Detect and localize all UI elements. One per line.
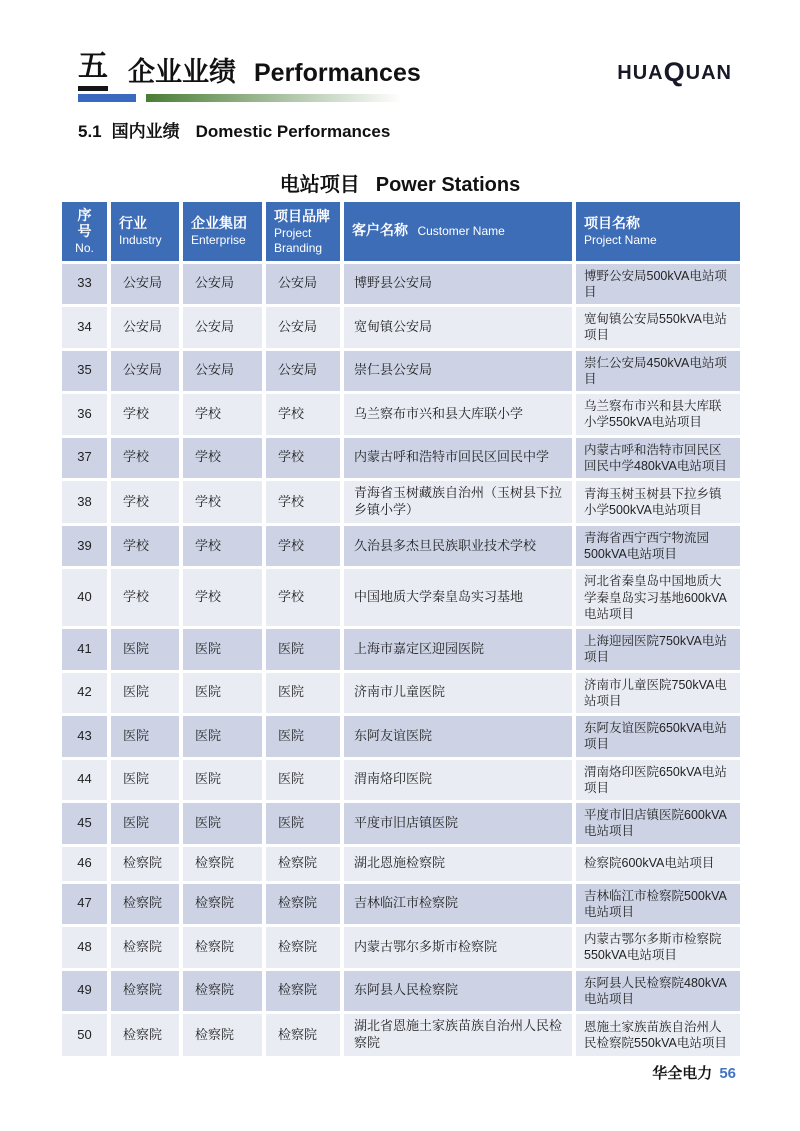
header-label-en: Project Branding <box>274 226 323 255</box>
subsection-title-cn: 国内业绩 <box>111 122 180 141</box>
cell-customer: 内蒙古呼和浩特市回民区回民中学 <box>344 438 572 479</box>
cell-project: 崇仁公安局450kVA电站项目 <box>576 351 740 392</box>
table-row <box>62 803 740 844</box>
cell-no: 50 <box>62 1014 107 1056</box>
cell-industry: 检察院 <box>111 927 179 968</box>
cell-branding: 医院 <box>266 629 340 670</box>
table-row <box>62 629 740 670</box>
cell-enterprise: 医院 <box>183 716 262 757</box>
cell-project: 东阿友谊医院650kVA电站项目 <box>576 716 740 757</box>
cell-industry: 检察院 <box>111 884 179 925</box>
cell-project: 青海省西宁西宁物流园500kVA电站项目 <box>576 526 740 567</box>
header-label-cn: 序号 <box>77 207 92 240</box>
cell-customer: 中国地质大学秦皇岛实习基地 <box>344 569 572 626</box>
table-row <box>62 481 740 523</box>
cell-project: 河北省秦皇岛中国地质大学秦皇岛实习基地600kVA电站项目 <box>576 569 740 626</box>
cell-customer: 平度市旧店镇医院 <box>344 803 572 844</box>
cell-industry: 医院 <box>111 673 179 714</box>
cell-no: 46 <box>62 847 107 881</box>
cell-project: 内蒙古鄂尔多斯市检察院550kVA电站项目 <box>576 927 740 968</box>
cell-industry: 公安局 <box>111 351 179 392</box>
title-underline-bars <box>78 94 402 102</box>
cell-customer: 博野县公安局 <box>344 264 572 305</box>
cell-enterprise: 检察院 <box>183 847 262 881</box>
cell-industry: 医院 <box>111 629 179 670</box>
section-title-cn: 企业业绩 <box>128 57 236 87</box>
cell-customer: 吉林临江市检察院 <box>344 884 572 925</box>
section-number: 五 <box>78 52 108 91</box>
cell-no: 42 <box>62 673 107 714</box>
cell-branding: 检察院 <box>266 927 340 968</box>
table-body <box>62 264 740 1056</box>
table-title <box>0 168 800 197</box>
cell-project: 恩施土家族苗族自治州人民检察院550kVA电站项目 <box>576 1014 740 1056</box>
cell-no: 33 <box>62 264 107 305</box>
table-row <box>62 264 740 305</box>
table-row <box>62 716 740 757</box>
cell-enterprise: 学校 <box>183 526 262 567</box>
header-label-cn: 项目名称 <box>584 214 640 231</box>
table-row <box>62 438 740 479</box>
table-title-cn: 电站项目 <box>279 174 360 196</box>
cell-customer: 上海市嘉定区迎园医院 <box>344 629 572 670</box>
column-header-no <box>62 202 107 261</box>
cell-industry: 学校 <box>111 394 179 435</box>
column-header-project <box>576 202 740 261</box>
cell-project: 宽甸镇公安局550kVA电站项目 <box>576 307 740 348</box>
cell-no: 37 <box>62 438 107 479</box>
table-row <box>62 760 740 801</box>
cell-enterprise: 检察院 <box>183 1014 262 1056</box>
cell-industry: 学校 <box>111 481 179 523</box>
table-row <box>62 569 740 626</box>
cell-enterprise: 医院 <box>183 673 262 714</box>
power-stations-table <box>58 199 744 1059</box>
section-title-en: Performances <box>254 59 421 87</box>
table-row <box>62 1014 740 1056</box>
cell-customer: 湖北恩施检察院 <box>344 847 572 881</box>
cell-project: 渭南烙印医院650kVA电站项目 <box>576 760 740 801</box>
column-header-branding <box>266 202 340 261</box>
cell-enterprise: 公安局 <box>183 264 262 305</box>
column-header-enterprise <box>183 202 262 261</box>
cell-industry: 学校 <box>111 438 179 479</box>
cell-project: 济南市儿童医院750kVA电站项目 <box>576 673 740 714</box>
cell-customer: 久治县多杰旦民族职业技术学校 <box>344 526 572 567</box>
cell-enterprise: 检察院 <box>183 927 262 968</box>
cell-customer: 湖北省恩施土家族苗族自治州人民检察院 <box>344 1014 572 1056</box>
table-title-en: Power Stations <box>375 174 521 196</box>
huaquan-logo <box>617 57 732 87</box>
cell-project: 吉林临江市检察院500kVA电站项目 <box>576 884 740 925</box>
cell-branding: 学校 <box>266 526 340 567</box>
cell-no: 39 <box>62 526 107 567</box>
table-row <box>62 307 740 348</box>
cell-branding: 学校 <box>266 394 340 435</box>
table-row <box>62 673 740 714</box>
cell-project: 乌兰察布市兴和县大库联小学550kVA电站项目 <box>576 394 740 435</box>
cell-customer: 济南市儿童医院 <box>344 673 572 714</box>
cell-branding: 检察院 <box>266 884 340 925</box>
cell-industry: 医院 <box>111 760 179 801</box>
header-label-cn: 企业集团 <box>191 214 247 231</box>
cell-enterprise: 检察院 <box>183 971 262 1012</box>
cell-industry: 公安局 <box>111 264 179 305</box>
cell-project: 东阿县人民检察院480kVA电站项目 <box>576 971 740 1012</box>
cell-no: 48 <box>62 927 107 968</box>
cell-enterprise: 学校 <box>183 394 262 435</box>
cell-branding: 检察院 <box>266 971 340 1012</box>
blue-accent-bar <box>78 94 136 102</box>
cell-no: 36 <box>62 394 107 435</box>
cell-project: 内蒙古呼和浩特市回民区回民中学480kVA电站项目 <box>576 438 740 479</box>
cell-enterprise: 学校 <box>183 569 262 626</box>
cell-project: 博野公安局500kVA电站项目 <box>576 264 740 305</box>
cell-branding: 医院 <box>266 760 340 801</box>
cell-customer: 内蒙古鄂尔多斯市检察院 <box>344 927 572 968</box>
header-label-cn: 项目品牌 <box>274 207 330 224</box>
header-label-en: Customer Name <box>417 224 505 239</box>
page-title <box>78 52 421 91</box>
green-gradient-bar <box>146 94 402 102</box>
cell-industry: 检察院 <box>111 971 179 1012</box>
cell-no: 45 <box>62 803 107 844</box>
cell-branding: 医院 <box>266 673 340 714</box>
cell-no: 38 <box>62 481 107 523</box>
cell-customer: 青海省玉树藏族自治州（玉树县下拉乡镇小学） <box>344 481 572 523</box>
table-row <box>62 394 740 435</box>
cell-enterprise: 医院 <box>183 803 262 844</box>
cell-no: 49 <box>62 971 107 1012</box>
header-label-en: Project Name <box>584 233 657 248</box>
cell-customer: 崇仁县公安局 <box>344 351 572 392</box>
header-label-cn: 行业 <box>119 214 147 231</box>
cell-enterprise: 医院 <box>183 629 262 670</box>
table-row <box>62 927 740 968</box>
cell-branding: 学校 <box>266 481 340 523</box>
table-header <box>62 202 740 261</box>
cell-no: 44 <box>62 760 107 801</box>
cell-project: 上海迎园医院750kVA电站项目 <box>576 629 740 670</box>
header-label-en: Industry <box>119 233 162 248</box>
cell-industry: 学校 <box>111 569 179 626</box>
header-label-cn: 客户名称 <box>352 222 408 239</box>
cell-no: 43 <box>62 716 107 757</box>
cell-customer: 东阿友谊医院 <box>344 716 572 757</box>
footer-brand: 华全电力 <box>652 1065 713 1082</box>
cell-customer: 宽甸镇公安局 <box>344 307 572 348</box>
cell-industry: 公安局 <box>111 307 179 348</box>
cell-no: 34 <box>62 307 107 348</box>
cell-branding: 公安局 <box>266 307 340 348</box>
cell-no: 35 <box>62 351 107 392</box>
table-row <box>62 351 740 392</box>
cell-branding: 医院 <box>266 803 340 844</box>
footer-page-number: 56 <box>719 1065 736 1082</box>
cell-customer: 乌兰察布市兴和县大库联小学 <box>344 394 572 435</box>
page-footer <box>652 1062 736 1083</box>
cell-branding: 检察院 <box>266 847 340 881</box>
cell-customer: 东阿县人民检察院 <box>344 971 572 1012</box>
cell-project: 检察院600kVA电站项目 <box>576 847 740 881</box>
cell-branding: 学校 <box>266 438 340 479</box>
cell-industry: 检察院 <box>111 1014 179 1056</box>
cell-no: 47 <box>62 884 107 925</box>
cell-branding: 检察院 <box>266 1014 340 1056</box>
column-header-industry <box>111 202 179 261</box>
cell-enterprise: 医院 <box>183 760 262 801</box>
cell-enterprise: 学校 <box>183 481 262 523</box>
header-label-en: Enterprise <box>191 233 246 248</box>
table-row <box>62 847 740 881</box>
cell-enterprise: 检察院 <box>183 884 262 925</box>
cell-no: 40 <box>62 569 107 626</box>
cell-industry: 学校 <box>111 526 179 567</box>
cell-branding: 公安局 <box>266 351 340 392</box>
cell-project: 青海玉树玉树县下拉乡镇小学500kVA电站项目 <box>576 481 740 523</box>
subsection-number: 5.1 <box>78 122 102 141</box>
logo-text: UAN <box>685 61 732 84</box>
cell-industry: 检察院 <box>111 847 179 881</box>
cell-branding: 医院 <box>266 716 340 757</box>
cell-branding: 公安局 <box>266 264 340 305</box>
cell-enterprise: 公安局 <box>183 351 262 392</box>
logo-text: HUA <box>617 61 664 84</box>
cell-customer: 渭南烙印医院 <box>344 760 572 801</box>
cell-enterprise: 公安局 <box>183 307 262 348</box>
logo-text: Q <box>663 57 686 87</box>
cell-industry: 医院 <box>111 803 179 844</box>
subsection-title-en: Domestic Performances <box>195 122 391 141</box>
table-row <box>62 971 740 1012</box>
cell-industry: 医院 <box>111 716 179 757</box>
header-label-en: No. <box>75 241 94 256</box>
cell-enterprise: 学校 <box>183 438 262 479</box>
cell-branding: 学校 <box>266 569 340 626</box>
table-row <box>62 526 740 567</box>
cell-no: 41 <box>62 629 107 670</box>
subsection-heading <box>78 117 390 142</box>
table-row <box>62 884 740 925</box>
cell-project: 平度市旧店镇医院600kVA电站项目 <box>576 803 740 844</box>
column-header-customer <box>344 202 572 261</box>
